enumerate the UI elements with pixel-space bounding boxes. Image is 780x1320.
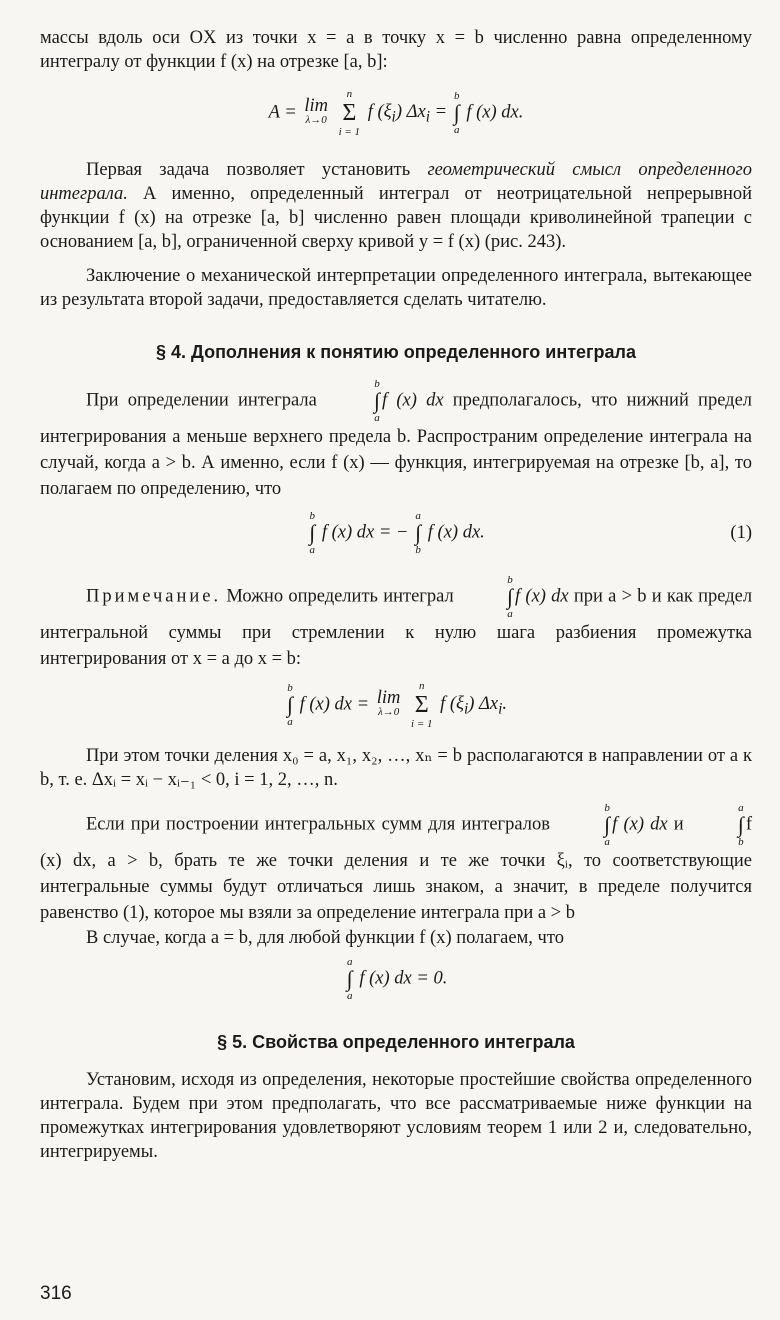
formula-1: b ∫ a f (x) dx = − a ∫ b f (x) dx. (1)	[309, 510, 752, 556]
integral-sign: b ∫ a	[286, 682, 293, 728]
paragraph-same-points: Если при построении интегральных сумм для интегралов b ∫ a f (x) dx и a ∫ b f (x) dx, a > b, брать те же точки деления и те же точки ξᵢ, то соответствующие интегральные суммы будут отличаться лишь знаком, а значит, в пределе получится равенство (1), которое мы взяли за определение интеграла при a > b	[40, 802, 753, 923]
paragraph-mechanical: Заключение о механической интерпретации определенного интеграла, вытекающее из результата второй задачи, предоставляется сделать читателю.	[40, 266, 752, 310]
integral-sign: b ∫ a	[453, 90, 460, 136]
text-span: А именно, определенный интеграл от неотрицательной непрерывной функции f (x) на отрезке [a, b] численно равен площади криволинейной трапеции с основанием [a, b], ограниченной сверху кривой y = f (x) (рис. 243).	[40, 184, 752, 252]
page-number: 316	[40, 1283, 72, 1304]
integral-sign: a ∫ a	[346, 956, 353, 1002]
text-span: предполагалось, что нижний предел интегрирования a меньше верхнего предела b. Распространим определение интеграла на случай, когда a > b. А именно, если f (x) — функция, интегрируемая на отрезке [b, a], то полагаем по определению, что	[40, 390, 753, 499]
integral-sign: b ∫ a	[309, 510, 316, 556]
paragraph-properties: Установим, исходя из определения, некоторые простейшие свойства определенного интеграла. Будем при этом предполагать, что все рассматриваемые ниже функции на промежутках интегрирования удовлетворяют условиям теорем 1 или 2 и, следовательно, интегрируемы.	[40, 1070, 752, 1162]
paragraph-equal-limits: В случае, когда a = b, для любой функции f (x) полагаем, что	[86, 928, 564, 948]
text-span: и как предел интегральной суммы при стремлении к нулю шага разбиения промежутка интегрирования от x = a до x = b:	[40, 586, 753, 669]
paragraph-geometric-meaning	[40, 158, 752, 254]
integral-sign: b ∫ a	[373, 378, 381, 424]
integral-sign: b ∫ a	[507, 574, 514, 620]
page-content	[40, 26, 752, 1164]
paragraph-note: Примечание. Можно определить интеграл b ∫ a f (x) dx при a > b и как предел интегральной суммы при стремлении к нулю шага разбиения промежутка интегрирования от x = a до x = b:	[40, 574, 753, 669]
text-span: Первая задача позволяет установить	[86, 160, 428, 180]
text-span: При определении интеграла	[86, 390, 317, 411]
text-span: f (x) dx = 0.	[359, 968, 448, 989]
paragraph-definition-extension: При определении интеграла b ∫ a f (x) dx предполагалось, что нижний предел интегрирования a меньше верхнего предела b. Распространим определение интеграла на случай, когда a > b. А именно, если f (x) — функция, интегрируемая на отрезке [b, a], то полагаем по определению, что	[40, 378, 753, 499]
formula-note-limit: b ∫ a f (x) dx = lim λ→0 n Σ i = 1 f $(\xi_i)$ $\Delta x_i$.	[286, 680, 508, 730]
paragraph-mass-integral: массы вдоль оси OX из точки x = a в точку x = b численно равна определенному интегралу от функции f (x) на отрезке [a, b]:	[40, 28, 752, 72]
text-span: Можно определить интеграл	[226, 586, 454, 607]
integral-sign: b ∫ a	[604, 802, 611, 848]
note-label: Примечание.	[86, 586, 222, 607]
sum-operator: n Σ i = 1	[338, 88, 361, 138]
integral-sign: a ∫ b	[737, 802, 744, 848]
equation-number: (1)	[730, 523, 752, 543]
paragraph-division-points: При этом точки деления x₀ = a, x₁, x₂, …, xₙ = b располагаются в направлении от a к b, т. е. Δxᵢ = xᵢ − xᵢ₋₁ < 0, i = 1, 2, …, n.	[40, 746, 752, 790]
text-span: Если при построении интегральных сумм для интегралов	[86, 814, 550, 835]
section-5-title: § 5. Свойства определенного интеграла	[217, 1032, 575, 1052]
formula-zero	[40, 956, 752, 1002]
limit-operator: lim λ→0	[304, 96, 328, 126]
section-4-title: § 4. Дополнения к понятию определенного интеграла	[156, 342, 636, 362]
text-span: при a > b	[573, 586, 647, 607]
sum-operator: n Σ i = 1	[411, 680, 433, 730]
formula-work-limit: A = lim λ→0 n Σ i = 1 f $(\xi_i) \Delta x_i$ = b ∫ a f (x) dx.	[268, 88, 524, 138]
text-span: и	[673, 814, 684, 835]
limit-operator: lim λ→0	[376, 688, 401, 718]
emphasis-geometric-meaning: геометрический смысл определенного интеграла.	[40, 160, 752, 204]
text-span: f (x) dx, a > b, брать те же точки деления и те же точки ξᵢ, то соответствующие интегральные суммы будут отличаться лишь знаком, а значит, в пределе получится равенство (1), которое мы взяли за определение интеграла при a > b	[40, 814, 753, 923]
integral-sign: a ∫ b	[415, 510, 422, 556]
